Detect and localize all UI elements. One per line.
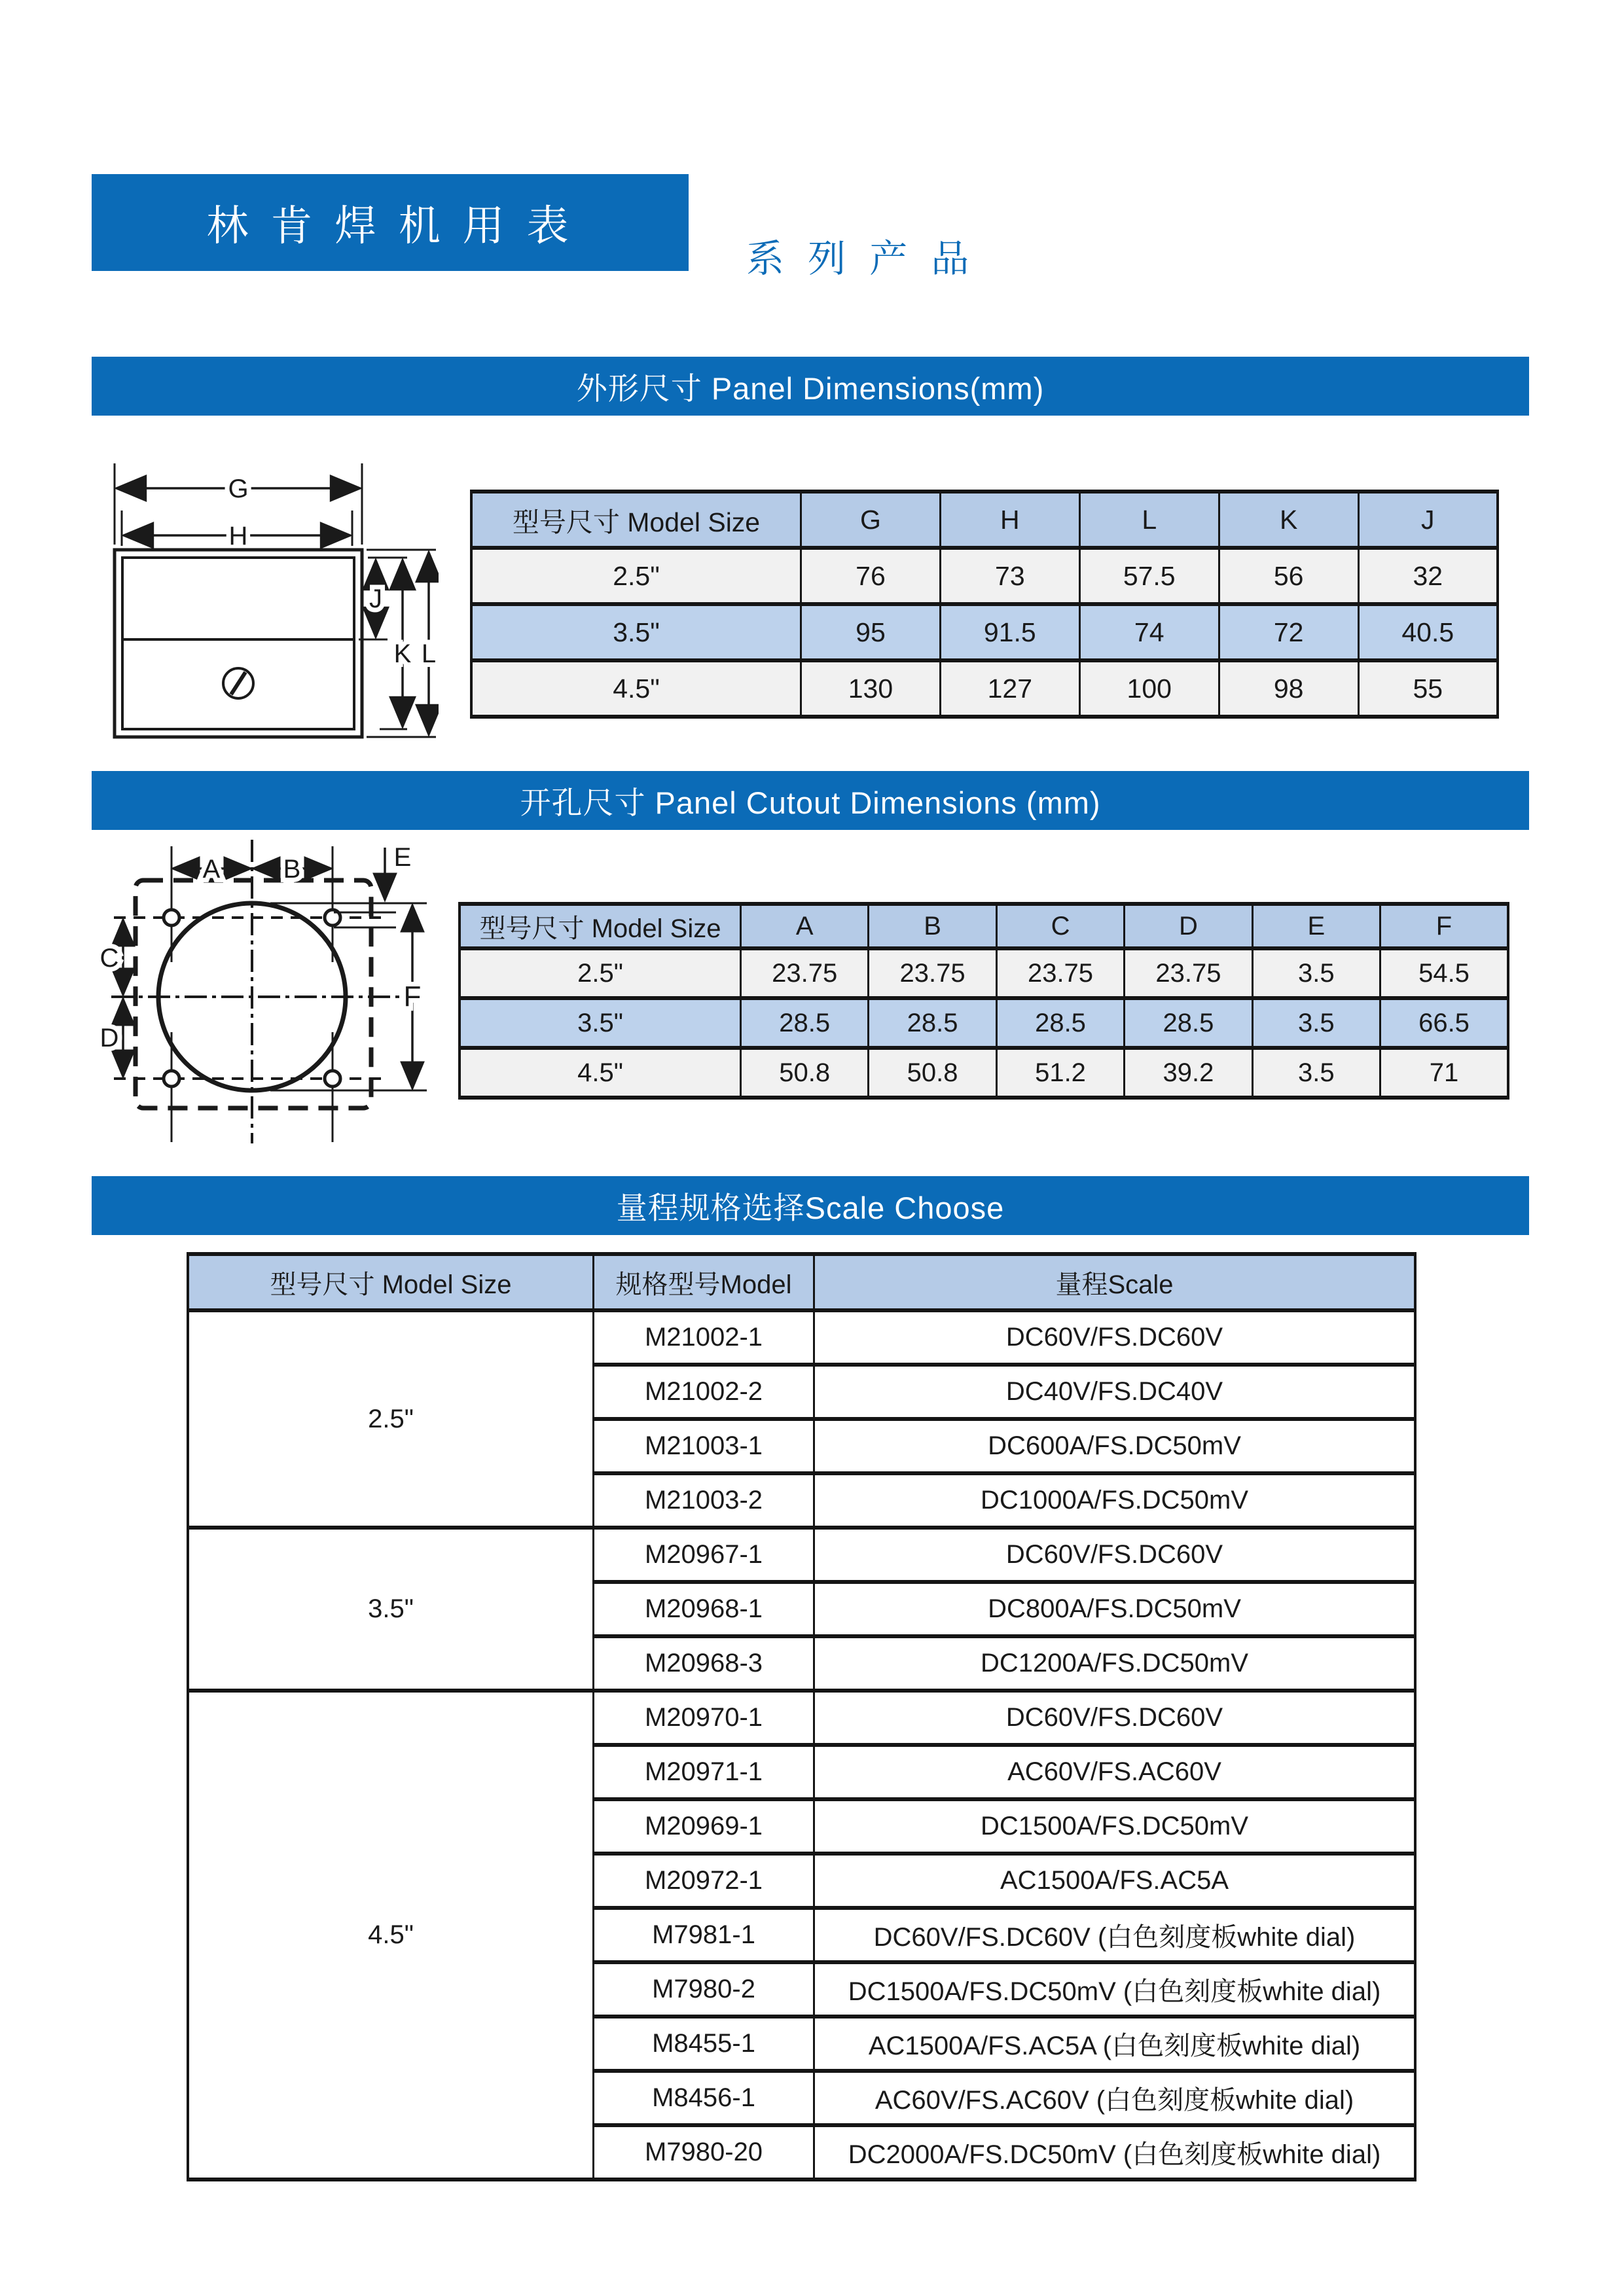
header-cell: H bbox=[940, 492, 1079, 548]
dim-label-a: A bbox=[202, 855, 221, 884]
scale-cell: AC60V/FS.AC60V bbox=[814, 1745, 1416, 1799]
cell: 50.8 bbox=[869, 1048, 996, 1098]
model-cell: M7980-20 bbox=[594, 2125, 814, 2179]
header-cell: C bbox=[996, 904, 1124, 948]
model-cell: M7981-1 bbox=[594, 1908, 814, 1962]
mount-hole-icon bbox=[164, 910, 179, 925]
cell: 28.5 bbox=[741, 998, 869, 1048]
header-cell: J bbox=[1358, 492, 1498, 548]
model-cell: M21003-2 bbox=[594, 1473, 814, 1528]
table-header-row bbox=[188, 1254, 1415, 1310]
mount-hole-icon bbox=[325, 1071, 340, 1086]
header-cell: G bbox=[801, 492, 941, 548]
dim-label-f: F bbox=[403, 980, 422, 1013]
size-group-cell: 3.5" bbox=[188, 1528, 594, 1691]
cell: 28.5 bbox=[869, 998, 996, 1048]
cell: 4.5" bbox=[460, 1048, 741, 1098]
cell: 98 bbox=[1219, 660, 1358, 717]
cell: 23.75 bbox=[996, 948, 1124, 998]
cell: 3.5 bbox=[1252, 948, 1380, 998]
mount-hole-icon bbox=[164, 1071, 179, 1086]
table-row bbox=[471, 548, 1498, 604]
panel-cutout-table bbox=[458, 902, 1509, 1100]
header-cell: 型号尺寸 Model Size bbox=[188, 1254, 594, 1310]
cell: 2.5" bbox=[471, 548, 801, 604]
header-cell: A bbox=[741, 904, 869, 948]
dim-label-l: L bbox=[421, 639, 437, 668]
cell: 95 bbox=[801, 604, 941, 660]
cell: 66.5 bbox=[1380, 998, 1508, 1048]
cell: 3.5 bbox=[1252, 998, 1380, 1048]
cell: 54.5 bbox=[1380, 948, 1508, 998]
cell: 2.5" bbox=[460, 948, 741, 998]
scale-cell: AC1500A/FS.AC5A (白色刻度板white dial) bbox=[814, 2017, 1416, 2071]
cell: 51.2 bbox=[996, 1048, 1124, 1098]
banner-panel-cutout: 开孔尺寸 Panel Cutout Dimensions (mm) bbox=[92, 771, 1529, 830]
cell: 3.5" bbox=[471, 604, 801, 660]
table-row bbox=[460, 1048, 1508, 1098]
model-cell: M20970-1 bbox=[594, 1691, 814, 1745]
page-subtitle: 系 列 产 品 bbox=[746, 238, 976, 280]
cell: 73 bbox=[940, 548, 1079, 604]
model-cell: M21002-2 bbox=[594, 1365, 814, 1419]
scale-cell: DC2000A/FS.DC50mV (白色刻度板white dial) bbox=[814, 2125, 1416, 2179]
dim-label-b: B bbox=[283, 855, 301, 884]
model-cell: M20967-1 bbox=[594, 1528, 814, 1582]
banner-panel-dimensions: 外形尺寸 Panel Dimensions(mm) bbox=[92, 357, 1529, 416]
table-header-row bbox=[471, 492, 1498, 548]
cell: 100 bbox=[1079, 660, 1219, 717]
model-cell: M8455-1 bbox=[594, 2017, 814, 2071]
cell: 50.8 bbox=[741, 1048, 869, 1098]
scale-cell: DC60V/FS.DC60V bbox=[814, 1691, 1416, 1745]
table-row bbox=[460, 998, 1508, 1048]
table-header-row bbox=[460, 904, 1508, 948]
header-cell: 型号尺寸 Model Size bbox=[471, 492, 801, 548]
dim-label-j: J bbox=[369, 584, 382, 613]
cell: 71 bbox=[1380, 1048, 1508, 1098]
scale-cell: DC1500A/FS.DC50mV bbox=[814, 1799, 1416, 1854]
panel-dimensions-table bbox=[470, 490, 1499, 719]
header-cell: E bbox=[1252, 904, 1380, 948]
scale-cell: DC40V/FS.DC40V bbox=[814, 1365, 1416, 1419]
header-cell: 量程Scale bbox=[814, 1254, 1416, 1310]
panel-dimensions-diagram bbox=[98, 458, 439, 753]
panel-cutout-diagram bbox=[98, 828, 455, 1158]
cell: 3.5" bbox=[460, 998, 741, 1048]
table-row bbox=[460, 948, 1508, 998]
model-cell: M20972-1 bbox=[594, 1854, 814, 1908]
cell: 3.5 bbox=[1252, 1048, 1380, 1098]
scale-cell: DC1500A/FS.DC50mV (白色刻度板white dial) bbox=[814, 1962, 1416, 2017]
banner-scale-choose: 量程规格选择Scale Choose bbox=[92, 1176, 1529, 1235]
dim-label-h: H bbox=[228, 522, 248, 550]
model-cell: M8456-1 bbox=[594, 2071, 814, 2125]
cell: 39.2 bbox=[1125, 1048, 1252, 1098]
model-cell: M7980-2 bbox=[594, 1962, 814, 2017]
header-cell: K bbox=[1219, 492, 1358, 548]
cell: 4.5" bbox=[471, 660, 801, 717]
table-row bbox=[188, 1528, 1415, 1582]
header-cell: 型号尺寸 Model Size bbox=[460, 904, 741, 948]
brand-title-box bbox=[92, 174, 689, 271]
cell: 32 bbox=[1358, 548, 1498, 604]
scale-cell: AC1500A/FS.AC5A bbox=[814, 1854, 1416, 1908]
dim-label-g: G bbox=[228, 475, 249, 503]
dim-label-c: C bbox=[99, 944, 119, 973]
scale-choose-table bbox=[187, 1252, 1416, 2181]
header-cell: 规格型号Model bbox=[594, 1254, 814, 1310]
scale-cell: DC60V/FS.DC60V (白色刻度板white dial) bbox=[814, 1908, 1416, 1962]
table-row bbox=[471, 604, 1498, 660]
cell: 28.5 bbox=[996, 998, 1124, 1048]
cell: 40.5 bbox=[1358, 604, 1498, 660]
scale-cell: AC60V/FS.AC60V (白色刻度板white dial) bbox=[814, 2071, 1416, 2125]
scale-cell: DC600A/FS.DC50mV bbox=[814, 1419, 1416, 1473]
cell: 56 bbox=[1219, 548, 1358, 604]
table-row bbox=[188, 1310, 1415, 1365]
model-cell: M20971-1 bbox=[594, 1745, 814, 1799]
cell: 91.5 bbox=[940, 604, 1079, 660]
scale-cell: DC1000A/FS.DC50mV bbox=[814, 1473, 1416, 1528]
cell: 55 bbox=[1358, 660, 1498, 717]
cell: 74 bbox=[1079, 604, 1219, 660]
cell: 23.75 bbox=[741, 948, 869, 998]
cell: 72 bbox=[1219, 604, 1358, 660]
header-cell: B bbox=[869, 904, 996, 948]
table-row bbox=[188, 1691, 1415, 1745]
scale-cell: DC800A/FS.DC50mV bbox=[814, 1582, 1416, 1636]
size-group-cell: 4.5" bbox=[188, 1691, 594, 2179]
header-cell: F bbox=[1380, 904, 1508, 948]
cell: 28.5 bbox=[1125, 998, 1252, 1048]
scale-cell: DC60V/FS.DC60V bbox=[814, 1310, 1416, 1365]
page-title: 林 肯 焊 机 用 表 bbox=[206, 202, 574, 249]
dim-label-d: D bbox=[99, 1024, 119, 1052]
header-cell: D bbox=[1125, 904, 1252, 948]
scale-cell: DC1200A/FS.DC50mV bbox=[814, 1636, 1416, 1691]
cell: 57.5 bbox=[1079, 548, 1219, 604]
model-cell: M21002-1 bbox=[594, 1310, 814, 1365]
cell: 127 bbox=[940, 660, 1079, 717]
table-row bbox=[471, 660, 1498, 717]
cell: 23.75 bbox=[1125, 948, 1252, 998]
cell: 23.75 bbox=[869, 948, 996, 998]
model-cell: M20968-3 bbox=[594, 1636, 814, 1691]
size-group-cell: 2.5" bbox=[188, 1310, 594, 1528]
dim-label-e: E bbox=[393, 843, 412, 872]
header-cell: L bbox=[1079, 492, 1219, 548]
model-cell: M20969-1 bbox=[594, 1799, 814, 1854]
cell: 76 bbox=[801, 548, 941, 604]
cell: 130 bbox=[801, 660, 941, 717]
model-cell: M20968-1 bbox=[594, 1582, 814, 1636]
dim-label-k: K bbox=[393, 639, 412, 668]
scale-cell: DC60V/FS.DC60V bbox=[814, 1528, 1416, 1582]
model-cell: M21003-1 bbox=[594, 1419, 814, 1473]
